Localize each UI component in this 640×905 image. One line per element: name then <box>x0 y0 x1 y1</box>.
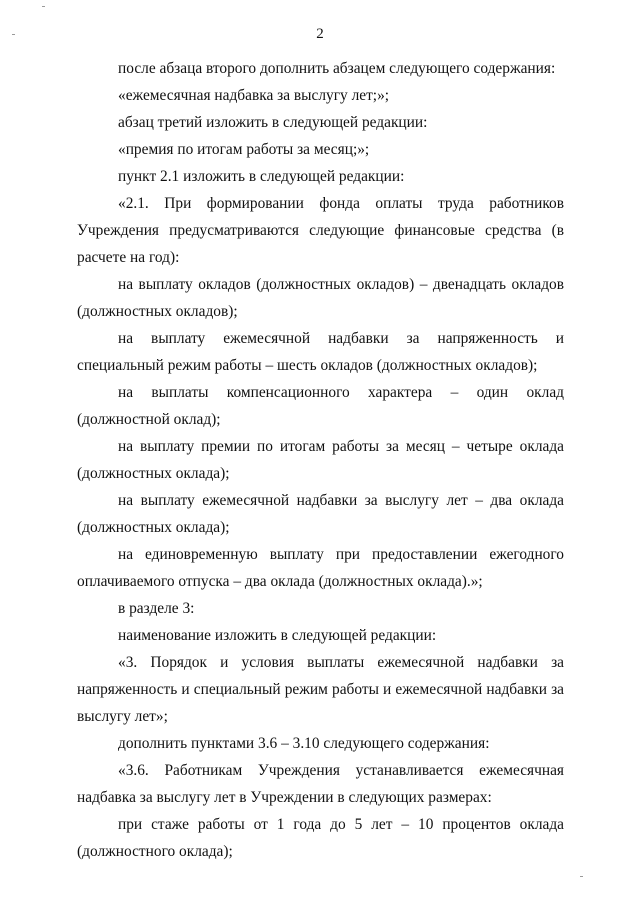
paragraph: наименование изложить в следующей редакции: <box>118 627 437 644</box>
paragraph: «ежемесячная надбавка за выслугу лет;»; <box>118 87 390 104</box>
paragraph: на выплату ежемесячной надбавки за напряженность и специальный режим работы – шесть окладов (должностных окладов); <box>77 330 564 374</box>
paragraph: на выплаты компенсационного характера – один оклад (должностной оклад); <box>77 384 564 428</box>
paragraph: на единовременную выплату при предоставлении ежегодного оплачиваемого отпуска – два оклада (должностных оклада).»; <box>77 546 564 590</box>
paragraph: абзац третий изложить в следующей редакции: <box>118 114 428 131</box>
paragraph: на выплату окладов (должностных окладов) – двенадцать окладов (должностных окладов); <box>77 276 564 320</box>
paragraph: дополнить пунктами 3.6 – 3.10 следующего содержания: <box>118 735 490 752</box>
paragraph: «3.6. Работникам Учреждения устанавливается ежемесячная надбавка за выслугу лет в Учреждении в следующих размерах: <box>77 762 564 806</box>
paragraph: «3. Порядок и условия выплаты ежемесячной надбавки за напряженность и специальный режим работы и ежемесячной надбавки за выслугу лет»; <box>77 654 564 725</box>
paragraph: «2.1. При формировании фонда оплаты труда работников Учреждения предусматриваются следующие финансовые средства (в расчете на год): <box>77 195 564 266</box>
scan-mark <box>42 6 45 7</box>
paragraph: «премия по итогам работы за месяц;»; <box>118 141 370 158</box>
page-number: 2 <box>316 26 324 42</box>
paragraph: на выплату премии по итогам работы за месяц – четыре оклада (должностных оклада); <box>77 438 564 482</box>
scan-mark <box>580 876 583 877</box>
paragraph: в разделе 3: <box>118 600 195 617</box>
paragraph: после абзаца второго дополнить абзацем следующего содержания: <box>118 60 556 77</box>
paragraph: пункт 2.1 изложить в следующей редакции: <box>118 168 405 185</box>
document-body <box>77 55 564 865</box>
paragraph: при стаже работы от 1 года до 5 лет – 10 процентов оклада (должностного оклада); <box>77 816 564 860</box>
paragraph: на выплату ежемесячной надбавки за выслугу лет – два оклада (должностных оклада); <box>77 492 564 536</box>
